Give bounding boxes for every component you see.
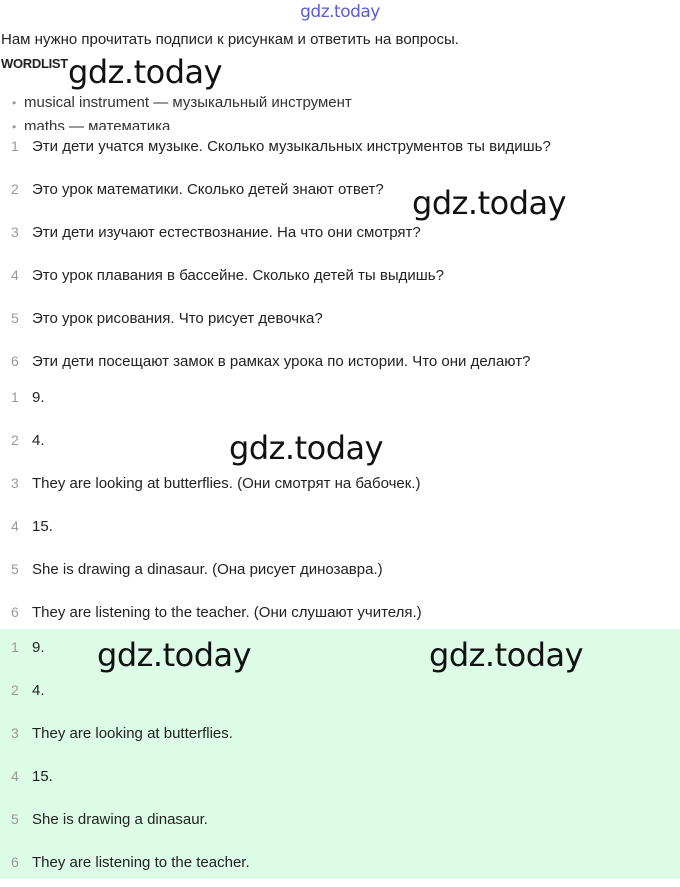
item-number: 4 [11, 768, 19, 784]
watermark: gdz.today [229, 429, 384, 467]
answer-short-item [0, 715, 680, 758]
question-text: Это урок плавания в бассейне. Сколько детей ты выдишь? [32, 267, 444, 284]
item-number: 5 [11, 811, 19, 827]
item-number: 2 [11, 181, 19, 197]
item-number: 3 [11, 475, 19, 491]
question-item [0, 217, 680, 260]
item-number: 5 [11, 561, 19, 577]
answer-short-item [0, 844, 680, 887]
item-number: 1 [11, 389, 19, 405]
answer-short-item [0, 801, 680, 844]
wordlist-item-text: maths — математика [24, 118, 171, 130]
answer-text: 15. [32, 518, 53, 535]
watermark: gdz.today [412, 184, 567, 222]
answer-text: 4. [32, 432, 45, 449]
watermark: gdz.today [429, 636, 584, 674]
item-number: 6 [11, 604, 19, 620]
item-number: 3 [11, 725, 19, 741]
question-item [0, 260, 680, 303]
answer-short-item [0, 758, 680, 801]
questions-list [0, 131, 680, 389]
item-number: 6 [11, 854, 19, 870]
item-number: 4 [11, 518, 19, 534]
wordlist-title: WORDLIST [1, 56, 68, 71]
wordlist-item [12, 94, 652, 118]
answer-item [0, 511, 680, 554]
question-item [0, 131, 680, 174]
item-number: 1 [11, 138, 19, 154]
item-number: 2 [11, 682, 19, 698]
wordlist-item-text: musical instrument — музыкальный инструмент [24, 94, 352, 111]
answer-item [0, 554, 680, 597]
answer-text: 9. [32, 389, 45, 406]
answer-short-text: She is drawing a dinasaur. [32, 811, 208, 828]
item-number: 2 [11, 432, 19, 448]
answer-text: They are looking at butterflies. (Они смотрят на бабочек.) [32, 475, 421, 492]
intro-text: Нам нужно прочитать подписи к рисункам и ответить на вопросы. [1, 31, 459, 48]
item-number: 4 [11, 267, 19, 283]
item-number: 5 [11, 310, 19, 326]
answer-short-text: They are listening to the teacher. [32, 854, 250, 871]
answer-text: She is drawing a dinasaur. (Она рисует динозавра.) [32, 561, 383, 578]
question-text: Эти дети изучают естествознание. На что они смотрят? [32, 224, 421, 241]
answer-short-text: 15. [32, 768, 53, 785]
question-text: Это урок рисования. Что рисует девочка? [32, 310, 323, 327]
answers-list [0, 382, 680, 640]
question-text: Эти дети посещают замок в рамках урока по истории. Что они делают? [32, 353, 531, 370]
item-number: 6 [11, 353, 19, 369]
answer-short-item [0, 672, 680, 715]
watermark: gdz.today [97, 636, 252, 674]
question-item [0, 174, 680, 217]
wordlist [12, 94, 652, 130]
item-number: 1 [11, 639, 19, 655]
bullet-icon: • [12, 96, 17, 110]
bullet-icon: • [12, 120, 17, 130]
answer-short-text: They are looking at butterflies. [32, 725, 233, 742]
answer-item [0, 468, 680, 511]
answer-short-text: 9. [32, 639, 45, 656]
question-item [0, 303, 680, 346]
answer-item [0, 382, 680, 425]
watermark: gdz.today [68, 53, 223, 91]
item-number: 3 [11, 224, 19, 240]
site-logo[interactable]: gdz.today [300, 2, 380, 22]
question-text: Эти дети учатся музыке. Сколько музыкальных инструментов ты видишь? [32, 138, 551, 155]
answer-short-text: 4. [32, 682, 45, 699]
wordlist-item [12, 118, 652, 130]
answer-text: They are listening to the teacher. (Они слушают учителя.) [32, 604, 422, 621]
question-text: Это урок математики. Сколько детей знают ответ? [32, 181, 384, 198]
